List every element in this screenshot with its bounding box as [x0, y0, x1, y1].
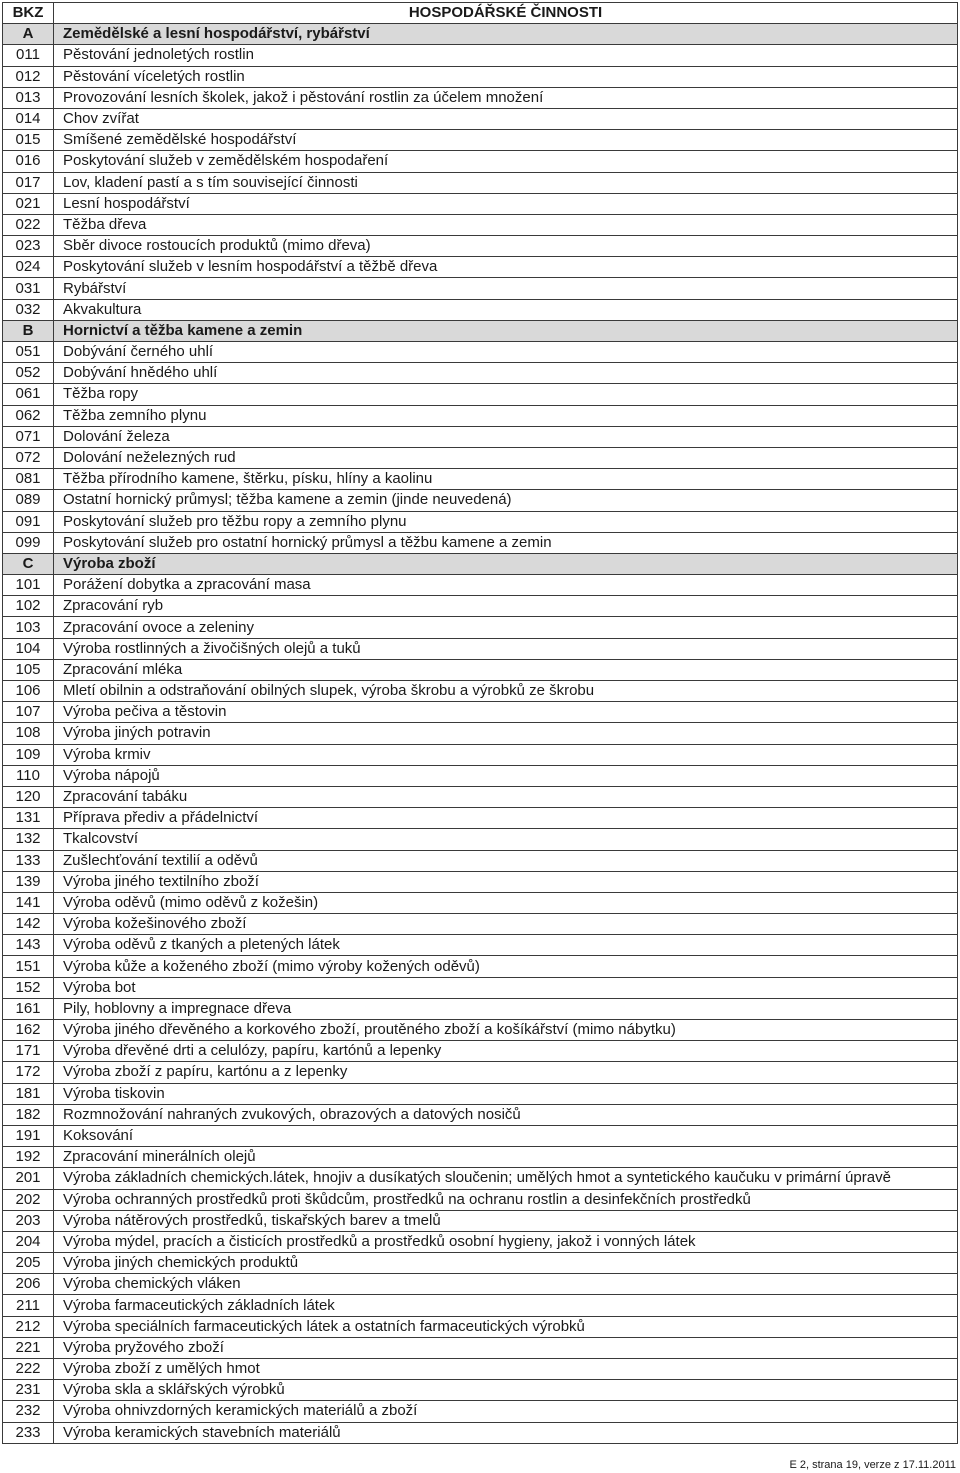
- row-name: Lesní hospodářství: [54, 193, 958, 214]
- row-code: 061: [3, 384, 54, 405]
- row-code: 071: [3, 426, 54, 447]
- row-name: Výroba nátěrových prostředků, tiskařských barev a tmelů: [54, 1210, 958, 1231]
- row-code: 014: [3, 108, 54, 129]
- table-row: [3, 977, 958, 998]
- table-row: [3, 363, 958, 384]
- row-name: Koksování: [54, 1125, 958, 1146]
- table-row: [3, 87, 958, 108]
- row-code: 131: [3, 808, 54, 829]
- row-name: Smíšené zemědělské hospodářství: [54, 130, 958, 151]
- table-row: [3, 1041, 958, 1062]
- table-row: [3, 426, 958, 447]
- row-code: B: [3, 320, 54, 341]
- row-code: A: [3, 24, 54, 45]
- row-code: 052: [3, 363, 54, 384]
- row-name: Pily, hoblovny a impregnace dřeva: [54, 998, 958, 1019]
- table-header-row: [3, 3, 958, 24]
- row-code: 012: [3, 66, 54, 87]
- row-name: Pěstování víceletých rostlin: [54, 66, 958, 87]
- row-code: 015: [3, 130, 54, 151]
- row-name: Výroba dřevěné drti a celulózy, papíru, kartónů a lepenky: [54, 1041, 958, 1062]
- table-row: [3, 511, 958, 532]
- table-row: [3, 681, 958, 702]
- table-row: [3, 659, 958, 680]
- row-code: 072: [3, 447, 54, 468]
- row-name: Výroba nápojů: [54, 765, 958, 786]
- row-code: 017: [3, 172, 54, 193]
- section-row: [3, 320, 958, 341]
- table-row: [3, 596, 958, 617]
- row-name: Chov zvířat: [54, 108, 958, 129]
- row-name: Zpracování ryb: [54, 596, 958, 617]
- table-row: [3, 214, 958, 235]
- row-name: Výroba ochranných prostředků proti škůdcům, prostředků na ochranu rostlin a desinfekčních prostředků: [54, 1189, 958, 1210]
- row-name: Zpracování tabáku: [54, 786, 958, 807]
- row-name: Pěstování jednoletých rostlin: [54, 45, 958, 66]
- row-name: Těžba zemního plynu: [54, 405, 958, 426]
- row-name: Zpracování ovoce a zeleniny: [54, 617, 958, 638]
- row-name: Zpracování mléka: [54, 659, 958, 680]
- table-row: [3, 532, 958, 553]
- row-code: 202: [3, 1189, 54, 1210]
- row-name: Výroba krmiv: [54, 744, 958, 765]
- row-code: 222: [3, 1359, 54, 1380]
- row-name: Výroba ohnivzdorných keramických materiálů a zboží: [54, 1401, 958, 1422]
- row-name: Výroba speciálních farmaceutických látek a ostatních farmaceutických výrobků: [54, 1316, 958, 1337]
- row-code: 162: [3, 1020, 54, 1041]
- row-code: 062: [3, 405, 54, 426]
- row-code: 105: [3, 659, 54, 680]
- page-footer: E 2, strana 19, verze z 17.11.2011: [789, 1459, 956, 1471]
- row-code: 051: [3, 342, 54, 363]
- row-code: 013: [3, 87, 54, 108]
- row-name: Výroba pečiva a těstovin: [54, 702, 958, 723]
- row-code: 016: [3, 151, 54, 172]
- row-code: 143: [3, 935, 54, 956]
- table-body: [3, 24, 958, 1444]
- table-row: [3, 1253, 958, 1274]
- activities-table: [2, 2, 958, 1444]
- row-name: Dolování neželezných rud: [54, 447, 958, 468]
- row-code: 231: [3, 1380, 54, 1401]
- row-name: Výroba mýdel, pracích a čisticích prostředků a prostředků osobní hygieny, jakož i vonných látek: [54, 1231, 958, 1252]
- table-row: [3, 299, 958, 320]
- row-code: 133: [3, 850, 54, 871]
- row-name: Výroba chemických vláken: [54, 1274, 958, 1295]
- row-name: Výroba kožešinového zboží: [54, 914, 958, 935]
- table-row: [3, 617, 958, 638]
- row-code: 032: [3, 299, 54, 320]
- table-row: [3, 638, 958, 659]
- table-row: [3, 1104, 958, 1125]
- table-row: [3, 1168, 958, 1189]
- row-name: Zemědělské a lesní hospodářství, rybářství: [54, 24, 958, 45]
- row-name: Výroba jiných potravin: [54, 723, 958, 744]
- table-row: [3, 1147, 958, 1168]
- row-name: Dolování železa: [54, 426, 958, 447]
- row-code: 172: [3, 1062, 54, 1083]
- row-code: 191: [3, 1125, 54, 1146]
- row-code: 139: [3, 871, 54, 892]
- table-row: [3, 786, 958, 807]
- table-row: [3, 1189, 958, 1210]
- table-row: [3, 1231, 958, 1252]
- row-name: Výroba skla a sklářských výrobků: [54, 1380, 958, 1401]
- table-row: [3, 702, 958, 723]
- table-row: [3, 829, 958, 850]
- table-row: [3, 1295, 958, 1316]
- row-code: 099: [3, 532, 54, 553]
- table-row: [3, 342, 958, 363]
- row-name: Těžba přírodního kamene, štěrku, písku, hlíny a kaolinu: [54, 469, 958, 490]
- row-code: 212: [3, 1316, 54, 1337]
- table-row: [3, 1316, 958, 1337]
- row-name: Porážení dobytka a zpracování masa: [54, 575, 958, 596]
- row-name: Poskytování služeb v lesním hospodářství a těžbě dřeva: [54, 257, 958, 278]
- row-name: Výroba zboží: [54, 553, 958, 574]
- row-name: Zušlechťování textilií a oděvů: [54, 850, 958, 871]
- table-row: [3, 108, 958, 129]
- row-code: 192: [3, 1147, 54, 1168]
- table-row: [3, 892, 958, 913]
- row-code: 091: [3, 511, 54, 532]
- row-code: 161: [3, 998, 54, 1019]
- table-row: [3, 808, 958, 829]
- table-row: [3, 384, 958, 405]
- row-code: 103: [3, 617, 54, 638]
- table-row: [3, 193, 958, 214]
- row-name: Výroba jiného dřevěného a korkového zboží, proutěného zboží a košíkářství (mimo nábytku): [54, 1020, 958, 1041]
- table-row: [3, 405, 958, 426]
- row-name: Akvakultura: [54, 299, 958, 320]
- row-code: 141: [3, 892, 54, 913]
- row-name: Výroba oděvů z tkaných a pletených látek: [54, 935, 958, 956]
- row-name: Ostatní hornický průmysl; těžba kamene a zemin (jinde neuvedená): [54, 490, 958, 511]
- row-name: Poskytování služeb v zemědělském hospodaření: [54, 151, 958, 172]
- row-name: Výroba zboží z papíru, kartónu a z lepenky: [54, 1062, 958, 1083]
- row-name: Sběr divoce rostoucích produktů (mimo dřeva): [54, 236, 958, 257]
- header-code: BKZ: [3, 3, 54, 24]
- row-code: 132: [3, 829, 54, 850]
- row-code: 204: [3, 1231, 54, 1252]
- row-code: 109: [3, 744, 54, 765]
- row-name: Tkalcovství: [54, 829, 958, 850]
- table-row: [3, 469, 958, 490]
- table-row: [3, 490, 958, 511]
- row-code: 101: [3, 575, 54, 596]
- row-code: 024: [3, 257, 54, 278]
- row-name: Mletí obilnin a odstraňování obilných slupek, výroba škrobu a výrobků ze škrobu: [54, 681, 958, 702]
- row-code: 110: [3, 765, 54, 786]
- row-code: 151: [3, 956, 54, 977]
- row-code: 081: [3, 469, 54, 490]
- row-name: Výroba pryžového zboží: [54, 1337, 958, 1358]
- row-name: Dobývání černého uhlí: [54, 342, 958, 363]
- row-code: 182: [3, 1104, 54, 1125]
- row-code: 232: [3, 1401, 54, 1422]
- row-name: Dobývání hnědého uhlí: [54, 363, 958, 384]
- row-code: 106: [3, 681, 54, 702]
- row-name: Rybářství: [54, 278, 958, 299]
- table-row: [3, 1210, 958, 1231]
- table-row: [3, 914, 958, 935]
- row-name: Výroba tiskovin: [54, 1083, 958, 1104]
- table-row: [3, 172, 958, 193]
- row-name: Výroba základních chemických.látek, hnojiv a dusíkatých sloučenin; umělých hmot a syntetického kaučuku v primární úpravě: [54, 1168, 958, 1189]
- row-code: 011: [3, 45, 54, 66]
- row-name: Rozmnožování nahraných zvukových, obrazových a datových nosičů: [54, 1104, 958, 1125]
- row-name: Výroba keramických stavebních materiálů: [54, 1422, 958, 1443]
- row-code: 021: [3, 193, 54, 214]
- table-row: [3, 1401, 958, 1422]
- row-code: 152: [3, 977, 54, 998]
- row-code: 221: [3, 1337, 54, 1358]
- row-code: 211: [3, 1295, 54, 1316]
- row-name: Výroba oděvů (mimo oděvů z kožešin): [54, 892, 958, 913]
- row-name: Zpracování minerálních olejů: [54, 1147, 958, 1168]
- row-code: 089: [3, 490, 54, 511]
- row-code: 108: [3, 723, 54, 744]
- section-row: [3, 24, 958, 45]
- table-row: [3, 1422, 958, 1443]
- table-row: [3, 935, 958, 956]
- table-row: [3, 998, 958, 1019]
- table-row: [3, 850, 958, 871]
- row-code: 104: [3, 638, 54, 659]
- row-name: Výroba kůže a koženého zboží (mimo výroby kožených oděvů): [54, 956, 958, 977]
- table-row: [3, 447, 958, 468]
- row-name: Výroba rostlinných a živočišných olejů a tuků: [54, 638, 958, 659]
- row-name: Provozování lesních školek, jakož i pěstování rostlin za účelem množení: [54, 87, 958, 108]
- row-name: Výroba jiných chemických produktů: [54, 1253, 958, 1274]
- row-code: 142: [3, 914, 54, 935]
- table-row: [3, 871, 958, 892]
- table-row: [3, 744, 958, 765]
- table-row: [3, 1062, 958, 1083]
- row-code: C: [3, 553, 54, 574]
- table-row: [3, 1337, 958, 1358]
- row-code: 205: [3, 1253, 54, 1274]
- table-row: [3, 278, 958, 299]
- table-row: [3, 45, 958, 66]
- table-row: [3, 956, 958, 977]
- row-name: Poskytování služeb pro těžbu ropy a zemního plynu: [54, 511, 958, 532]
- row-code: 201: [3, 1168, 54, 1189]
- table-row: [3, 723, 958, 744]
- section-row: [3, 553, 958, 574]
- row-code: 102: [3, 596, 54, 617]
- table-row: [3, 1125, 958, 1146]
- table-row: [3, 257, 958, 278]
- row-name: Těžba ropy: [54, 384, 958, 405]
- row-name: Výroba zboží z umělých hmot: [54, 1359, 958, 1380]
- table-row: [3, 236, 958, 257]
- row-name: Příprava přediv a přádelnictví: [54, 808, 958, 829]
- row-name: Hornictví a těžba kamene a zemin: [54, 320, 958, 341]
- table-row: [3, 130, 958, 151]
- row-code: 022: [3, 214, 54, 235]
- table-row: [3, 151, 958, 172]
- row-code: 206: [3, 1274, 54, 1295]
- table-row: [3, 1359, 958, 1380]
- header-title: HOSPODÁŘSKÉ ČINNOSTI: [54, 3, 958, 24]
- table-row: [3, 1083, 958, 1104]
- row-code: 023: [3, 236, 54, 257]
- row-code: 233: [3, 1422, 54, 1443]
- row-name: Výroba jiného textilního zboží: [54, 871, 958, 892]
- table-row: [3, 765, 958, 786]
- row-name: Poskytování služeb pro ostatní hornický průmysl a těžbu kamene a zemin: [54, 532, 958, 553]
- row-name: Těžba dřeva: [54, 214, 958, 235]
- row-code: 203: [3, 1210, 54, 1231]
- row-name: Výroba farmaceutických základních látek: [54, 1295, 958, 1316]
- table-row: [3, 1020, 958, 1041]
- row-code: 107: [3, 702, 54, 723]
- row-name: Lov, kladení pastí a s tím související činnosti: [54, 172, 958, 193]
- table-row: [3, 1380, 958, 1401]
- table-row: [3, 66, 958, 87]
- row-code: 031: [3, 278, 54, 299]
- table-row: [3, 1274, 958, 1295]
- table-row: [3, 575, 958, 596]
- row-code: 181: [3, 1083, 54, 1104]
- row-code: 120: [3, 786, 54, 807]
- row-name: Výroba bot: [54, 977, 958, 998]
- row-code: 171: [3, 1041, 54, 1062]
